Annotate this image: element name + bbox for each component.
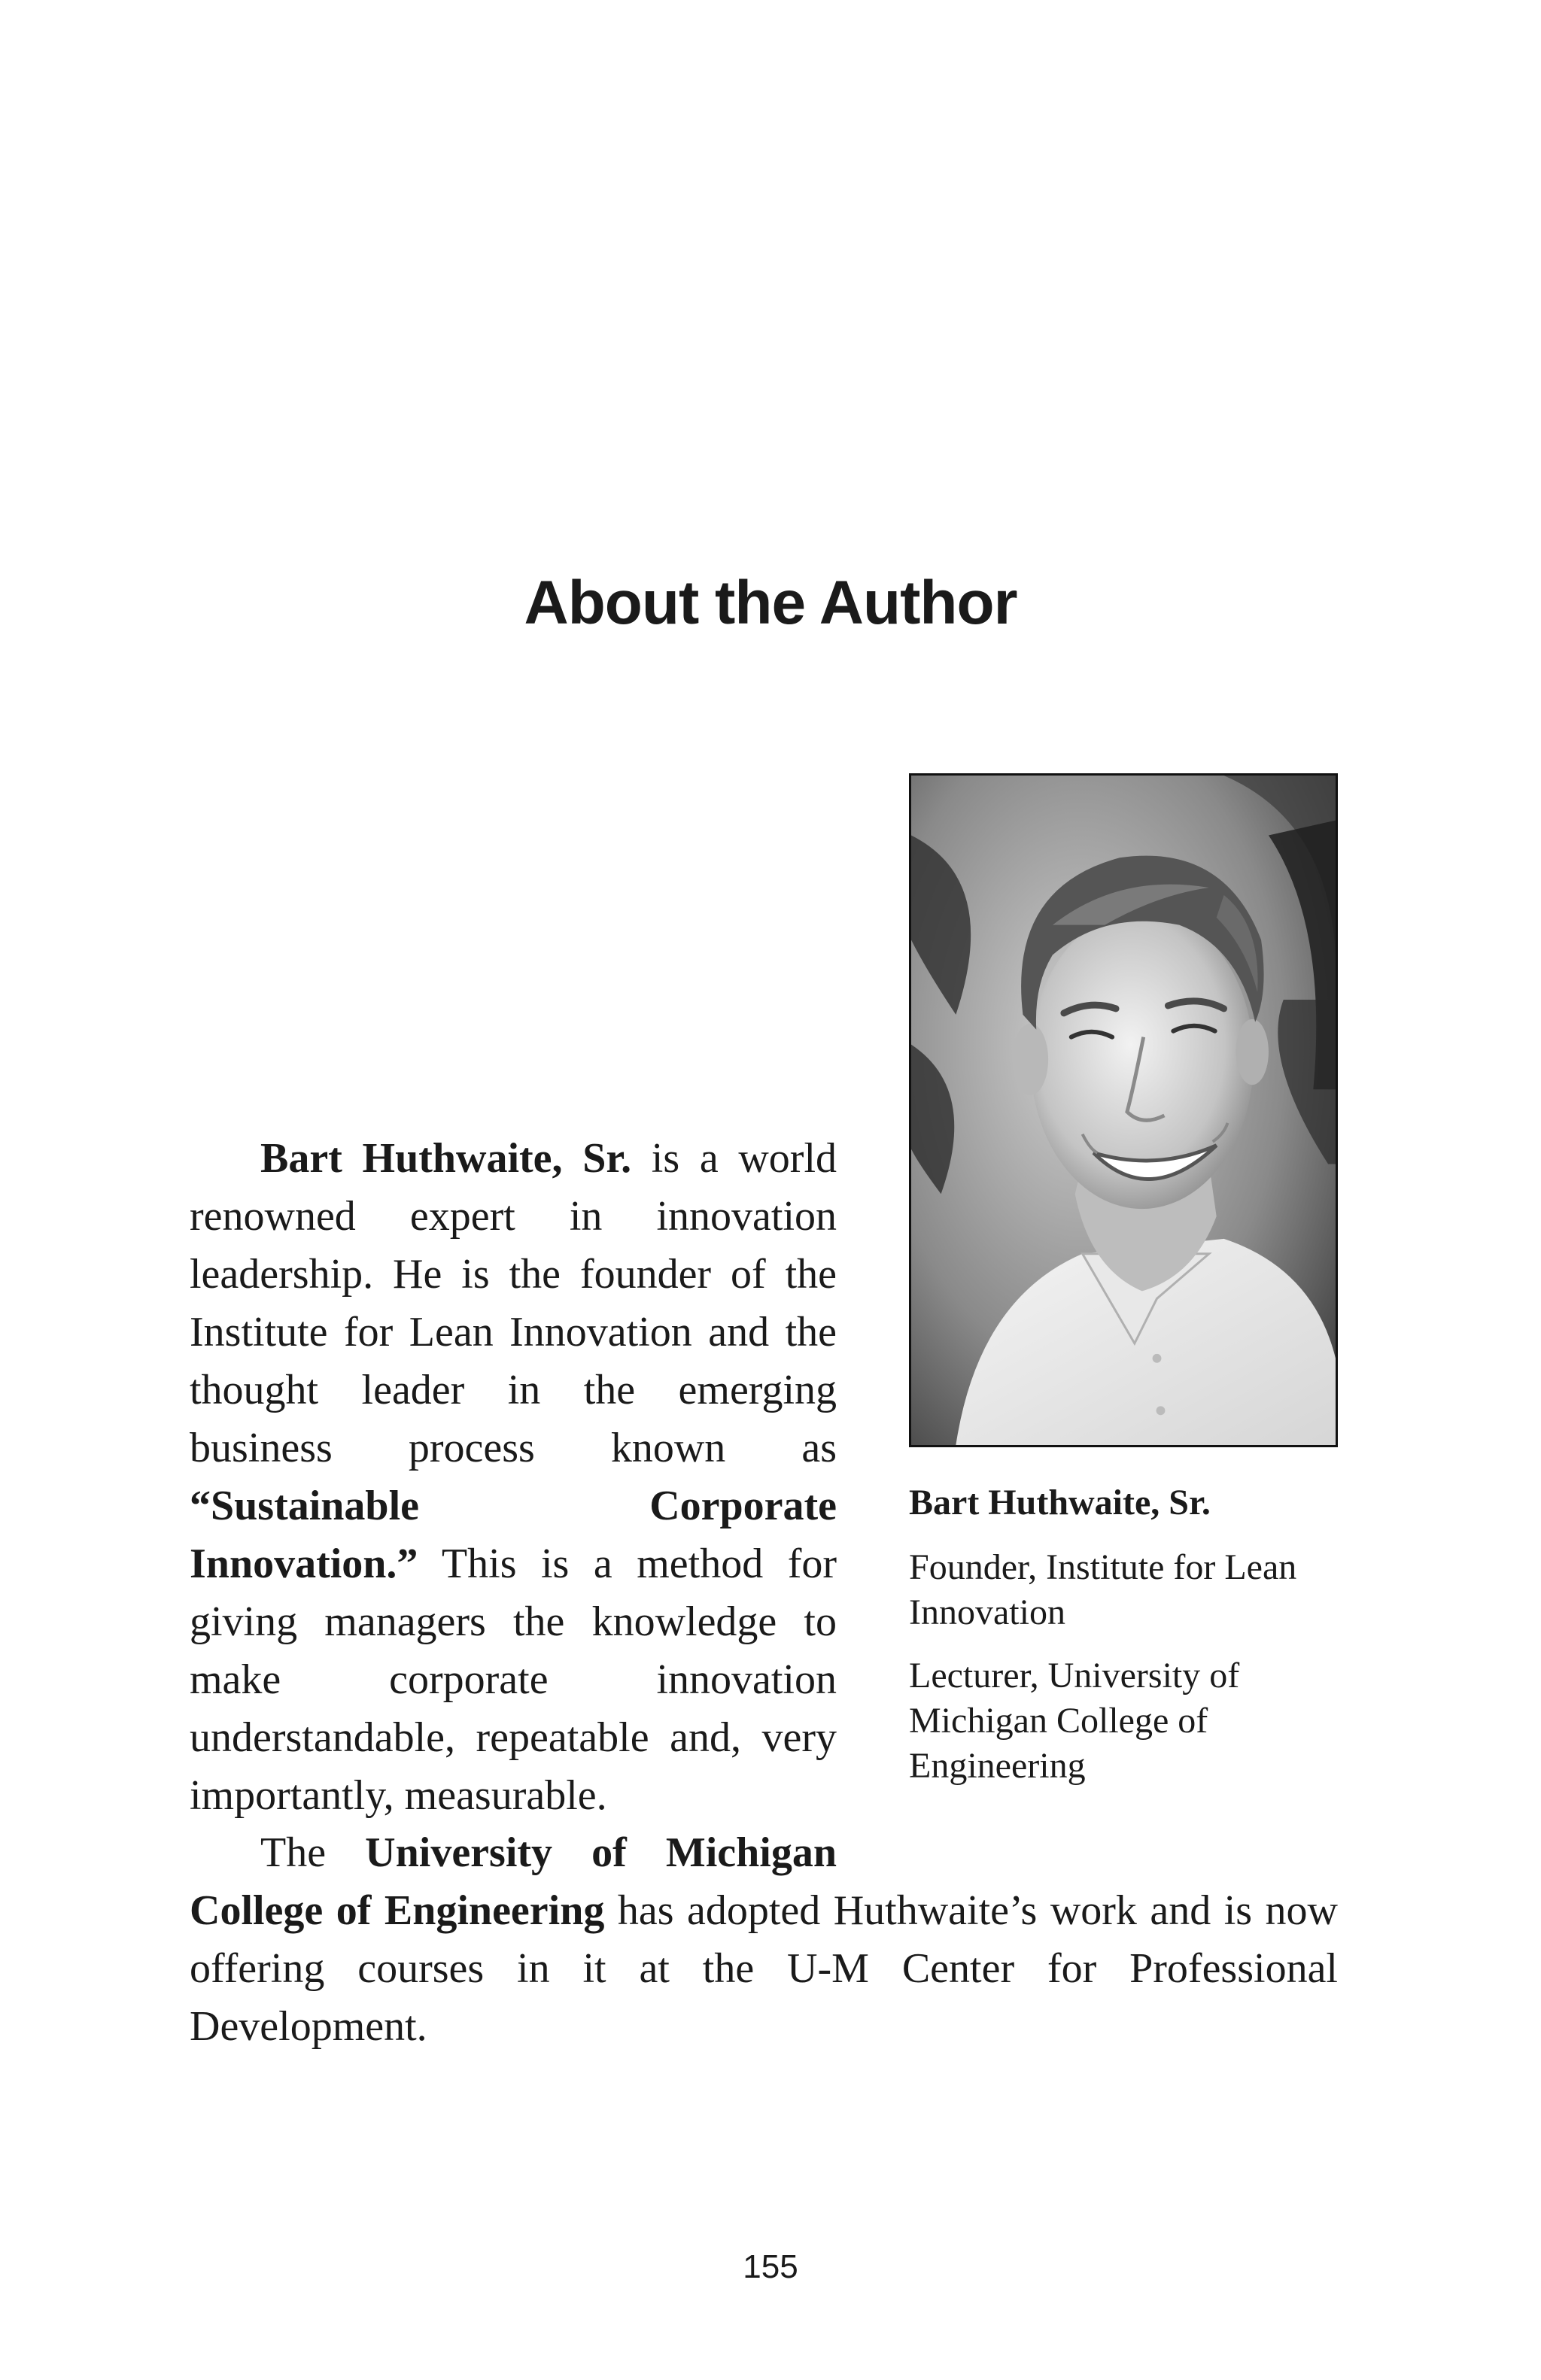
- page-number: 155: [743, 2248, 798, 2285]
- bio-paragraph-2-rest: [190, 1882, 1338, 2056]
- caption-name: Bart Huthwaite, Sr.: [909, 1483, 1211, 1522]
- bio-paragraph-2-start: [190, 1824, 837, 1882]
- caption-role-lecturer: Lecturer, University of Michigan College of Engineering: [909, 1656, 1240, 1786]
- photo-caption: [909, 1480, 1375, 1807]
- bio-method-name: “Sustainable Corporate Innovation.”: [190, 1483, 837, 1587]
- bio-college-name: College of Engineering: [190, 1887, 605, 1934]
- bio-text-method: This is a method for giving managers the knowledge to make corporate innovation understandable, repeatable and, very importantly, measurable.: [190, 1541, 837, 1819]
- bio-text-adoption: has adopted Huthwaite’s work and is now offering courses in it at the U-M Center for Professional Development.: [190, 1887, 1339, 2050]
- author-portrait-image: [911, 776, 1336, 1445]
- bio-text-intro: is a world renowned expert in innovation leadership. He is the founder of the Institute for Lean Innovation and the thought leader in the emerging business process known as: [190, 1135, 837, 1471]
- author-photo: [909, 773, 1338, 1447]
- bio-university-name: University of Michigan: [365, 1829, 837, 1876]
- bio-text-the: The: [260, 1829, 366, 1876]
- bio-paragraph-1: [190, 1130, 837, 1825]
- bio-author-name: Bart Huthwaite, Sr.: [260, 1135, 632, 1182]
- page-title: About the Author: [524, 569, 1017, 637]
- caption-role-founder: Founder, Institute for Lean Innovation: [909, 1547, 1297, 1632]
